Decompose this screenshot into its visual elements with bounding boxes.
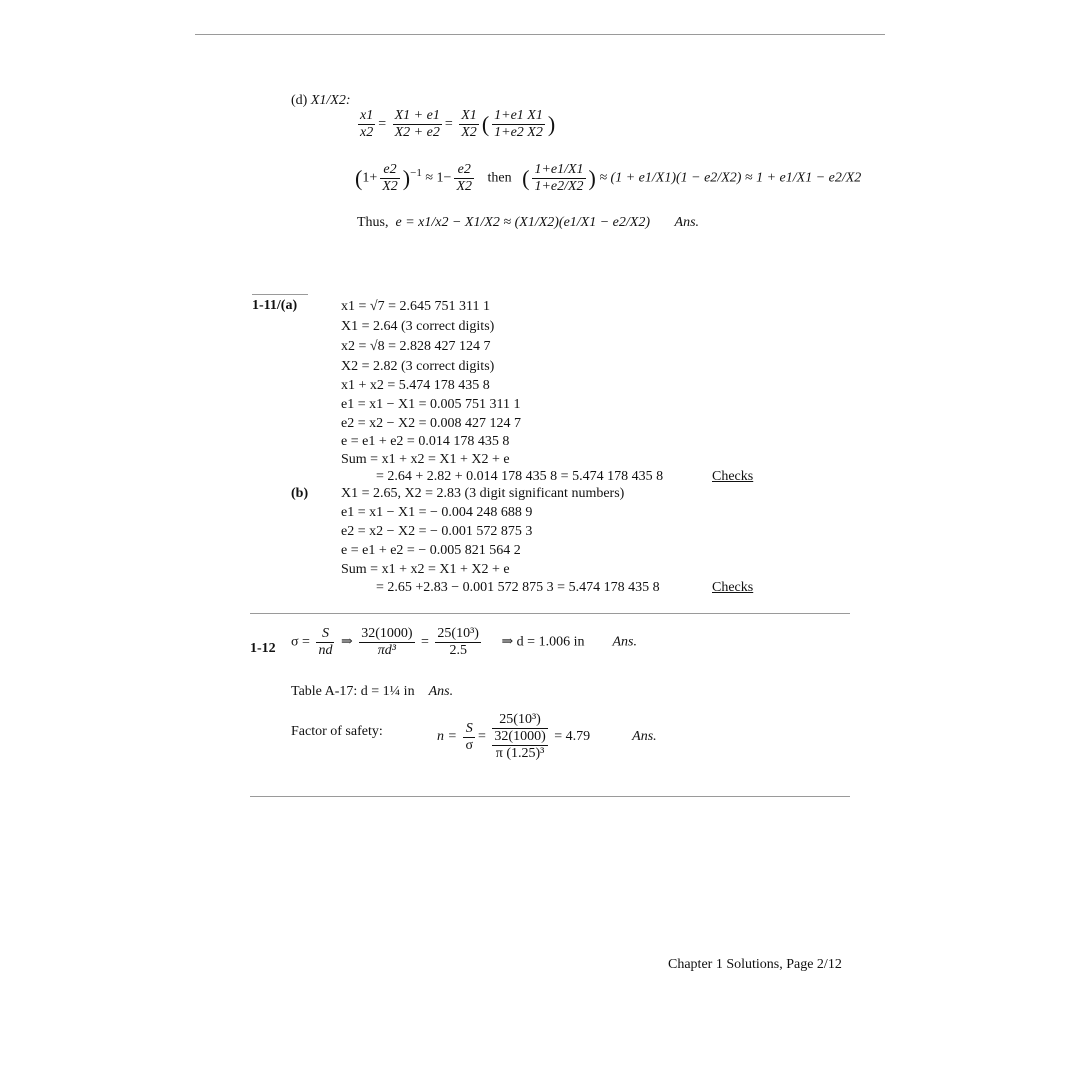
part-b-label: (b) [291,486,309,501]
line-b-3: e = e1 + e2 = − 0.005 821 564 2 [341,543,521,558]
divider-1 [250,613,850,614]
problem-1-12-label: 1-12 [250,641,276,656]
label-overline [252,294,308,295]
checks-a: Checks [712,469,754,484]
part-d-label: (d) X1/X2: [291,93,351,108]
line-a-2: x2 = √8 = 2.828 427 124 7 [341,339,491,354]
line-a-9: = 2.64 + 2.82 + 0.014 178 435 8 = 5.474 178 435 8 [376,469,664,484]
page-footer: Chapter 1 Solutions, Page 2/12 [668,957,842,972]
line-b-2: e2 = x2 − X2 = − 0.001 572 875 3 [341,524,533,539]
line-b-1: e1 = x1 − X1 = − 0.004 248 688 9 [341,505,533,520]
line-b-5: = 2.65 +2.83 − 0.001 572 875 3 = 5.474 178 435 8 [376,580,660,595]
part-d-thus: Thus, e = x1/x2 − X1/X2 ≈ (X1/X2)(e1/X1 − e2/X2) Ans. [357,215,700,230]
checks-b: Checks [712,580,754,595]
table-a17-line: Table A-17: d = 1¼ in Ans. [291,684,454,699]
problem-1-12-eq: σ = $\frac{S}{nd}$ ⇒ $\frac{32(1000)}{\text{πd³}}$ = $\frac{\text{25(10³)}}{2.5}$ ⇒ d = 1.006 in Ans. [291,626,637,658]
line-b-0: X1 = 2.65, X2 = 2.83 (3 digit significant numbers) [341,486,625,501]
line-a-8: Sum = x1 + x2 = X1 + X2 + e [341,452,510,467]
line-a-7: e = e1 + e2 = 0.014 178 435 8 [341,434,510,449]
line-a-0: x1 = √7 = 2.645 751 311 1 [341,299,490,314]
line-a-6: e2 = x2 − X2 = 0.008 427 124 7 [341,416,522,431]
divider-2 [250,796,850,797]
line-a-4: x1 + x2 = 5.474 178 435 8 [341,378,490,393]
line-a-1: X1 = 2.64 (3 correct digits) [341,319,495,334]
fos-label: Factor of safety: [291,724,383,739]
line-b-4: Sum = x1 + x2 = X1 + X2 + e [341,562,510,577]
part-d-row1: $\frac{x1}{x2}$ = $\frac{X1 + e1}{X2 + e2}$ = $\frac{X1}{X2}$ ( $\frac{1+e1 X1}{1+e2 X2}$ ) [360,108,556,140]
top-rule [195,34,885,35]
line-a-3: X2 = 2.82 (3 correct digits) [341,359,495,374]
fos-eq: n = $\frac{S}{\sigma}$ = 25(10³) 32(1000) π (1.25)³ = 4.79 Ans. [437,712,657,761]
line-a-5: e1 = x1 − X1 = 0.005 751 311 1 [341,397,521,412]
part-d-row2: (1+ $\frac{e2}{X2}$ )$^{-1}$ ≈ 1− $\frac{e2}{X2}$ then ( $\frac{1+e1/X1}{1+e2/X2}$ ) ≈ (1 + e1/X1)(1 − e2/X2) ≈ 1 + e1/X1 − e2/X2 [355,162,862,194]
problem-1-11-label: 1-11/(a) [252,298,298,313]
